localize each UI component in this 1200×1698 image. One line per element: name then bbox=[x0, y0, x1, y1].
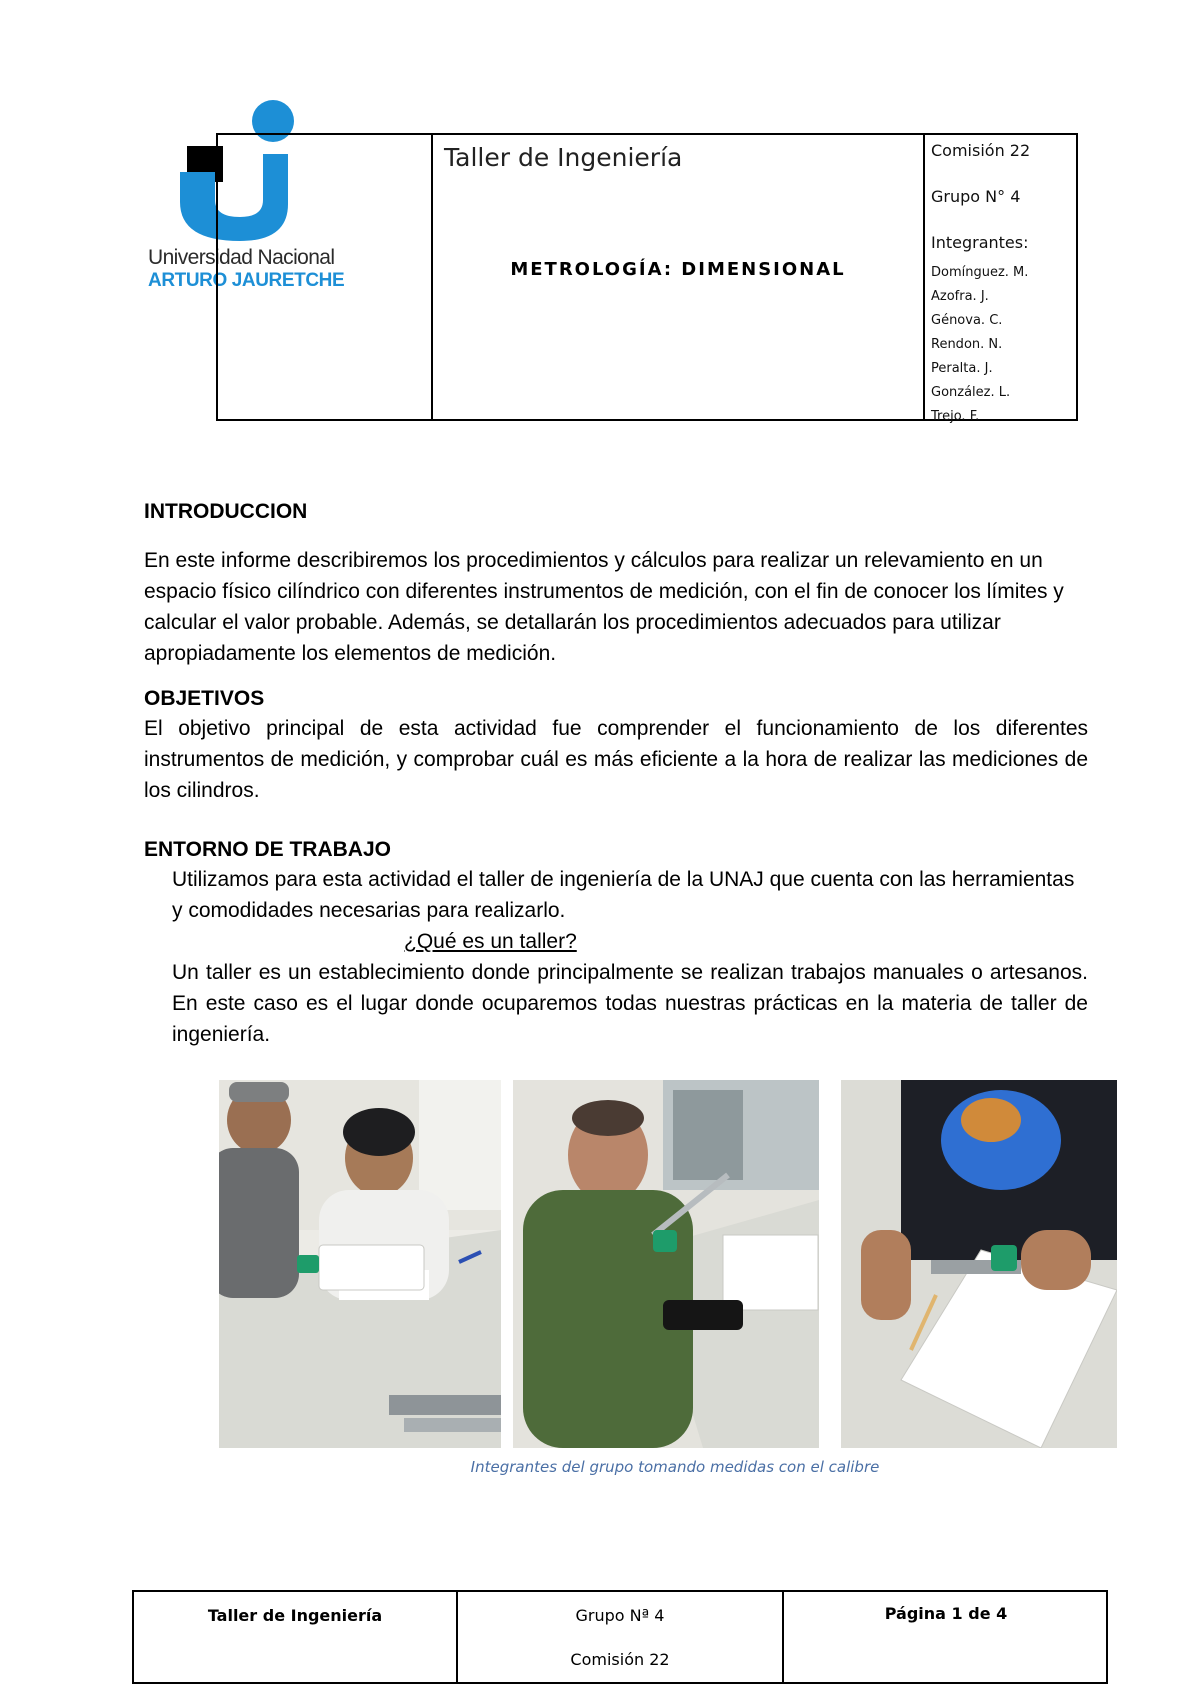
footer-commission: Comisión 22 bbox=[570, 1650, 670, 1669]
intro-heading: INTRODUCCION bbox=[144, 500, 308, 523]
footer-course: Taller de Ingeniería bbox=[207, 1606, 383, 1625]
workshop-definition: Un taller es un establecimiento donde principalmente se realizan trabajos manuales o artesanos. En este caso es el lugar donde ocuparemos todas nuestras prácticas en la materia de taller de ingeniería. bbox=[172, 961, 1088, 1046]
intro-paragraph: En este informe describiremos los procedimientos y cálculos para realizar un relevamiento en un espacio físico cilíndrico con diferentes instrumentos de medición, con el fin de conocer los límites y calcular el valor probable. Además, se detallarán los procedimientos adecuados para utilizar apropiadamente los elementos de medición. bbox=[144, 549, 1064, 665]
member-item: González. L. bbox=[931, 385, 1011, 400]
environment-heading: ENTORNO DE TRABAJO bbox=[144, 838, 391, 861]
photos-caption: Integrantes del grupo tomando medidas con el calibre bbox=[470, 1458, 880, 1476]
members-title: Integrantes: bbox=[931, 233, 1029, 252]
environment-paragraph: Utilizamos para esta actividad el taller de ingeniería de la UNAJ que cuenta con las herramientas y comodidades necesarias para realizarlo. bbox=[172, 868, 1075, 922]
member-item: Rendon. N. bbox=[931, 337, 1003, 352]
photo-hands-with-calibre bbox=[841, 1080, 1117, 1448]
photo-students-measuring-1 bbox=[219, 1080, 501, 1448]
footer-page-number: Página 1 de 4 bbox=[884, 1604, 1008, 1623]
header-column-divider bbox=[923, 135, 925, 419]
photo-student-with-calibre bbox=[513, 1080, 819, 1448]
group-label: Grupo N° 4 bbox=[931, 187, 1021, 206]
member-item: Peralta. J. bbox=[931, 361, 993, 376]
members-list bbox=[931, 261, 1028, 429]
header-table bbox=[216, 133, 1078, 424]
course-title: Taller de Ingeniería bbox=[444, 143, 683, 172]
logo-text-line1: Universidad Nacional bbox=[148, 246, 335, 269]
objectives-paragraph: El objetivo principal de esta actividad fue comprender el funcionamiento de los diferentes instrumentos de medición, y comprobar cuál es más eficiente a la hora de realizar las mediciones de los cilindros. bbox=[144, 717, 1088, 802]
footer-table bbox=[132, 1590, 1108, 1684]
logo-text-line2: ARTURO JAURETCHE bbox=[148, 270, 345, 291]
footer-group: Grupo Nª 4 bbox=[575, 1606, 665, 1625]
member-item: Azofra. J. bbox=[931, 289, 989, 304]
member-item: Génova. C. bbox=[931, 313, 1003, 328]
commission-label: Comisión 22 bbox=[931, 141, 1031, 160]
document-title: METROLOGÍA: DIMENSIONAL bbox=[510, 259, 846, 280]
member-item: Trejo. F. bbox=[931, 409, 980, 424]
member-item: Domínguez. M. bbox=[931, 265, 1029, 280]
objectives-heading: OBJETIVOS bbox=[144, 687, 265, 710]
workshop-question: ¿Qué es un taller? bbox=[404, 930, 577, 953]
